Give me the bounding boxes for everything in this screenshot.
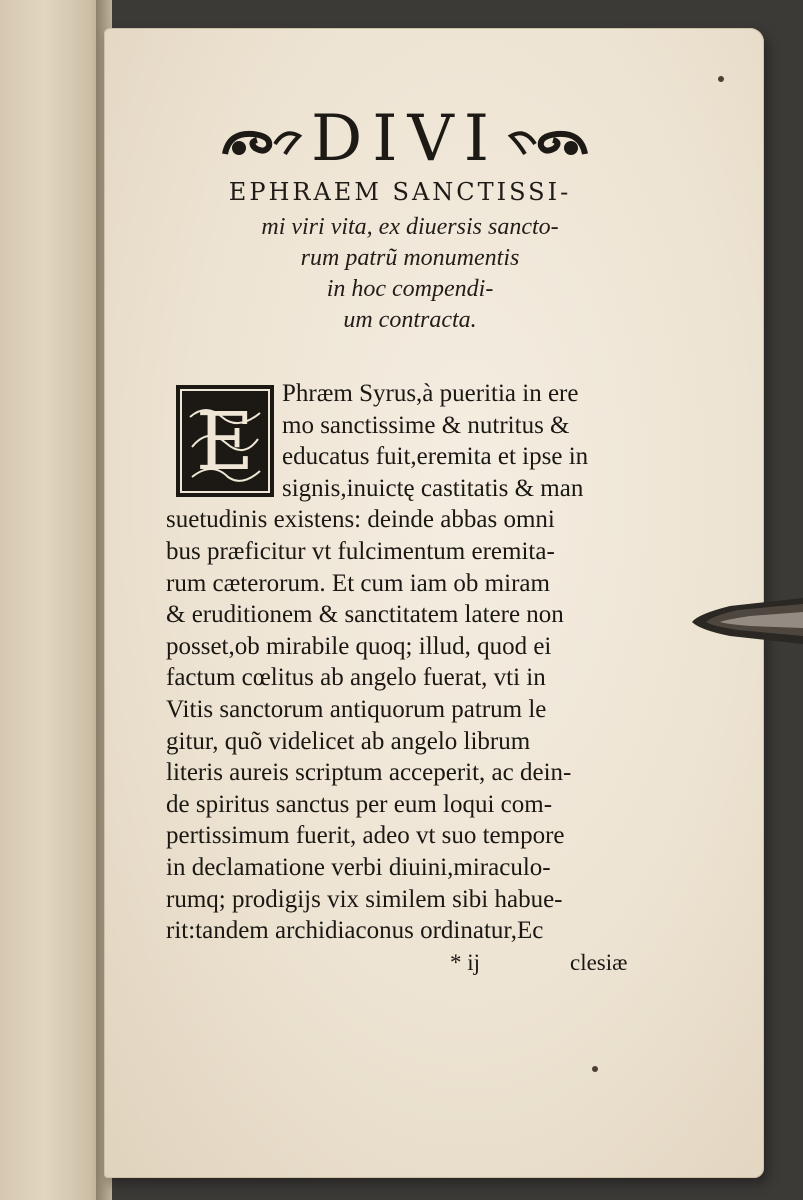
heading-block bbox=[170, 212, 650, 336]
body-line: rit:tandem archidiaconus ordinatur,Ec bbox=[166, 917, 544, 945]
body-line: suetudinis existens: deinde abbas omni bbox=[166, 506, 555, 534]
initial-letter: E bbox=[195, 395, 255, 488]
catchword: clesiæ bbox=[570, 950, 628, 975]
title-row bbox=[170, 100, 640, 178]
body-line: rum cæterorum. Et cum iam ob miram bbox=[166, 569, 550, 597]
body-line: pertissimum fuerit, adeo vt suo tempore bbox=[166, 822, 565, 850]
body-line: factum cœlitus ab angelo fuerat, vti in bbox=[166, 664, 546, 692]
heading-line: mi viri vita, ex diuersis sancto- bbox=[261, 214, 559, 240]
body-line: literis aureis scriptum acceperit, ac dein- bbox=[166, 759, 572, 787]
fleuron-left-icon bbox=[219, 114, 305, 164]
fleuron-right-icon bbox=[505, 114, 591, 164]
body-line: de spiritus sanctus per eum loqui com- bbox=[166, 790, 553, 818]
heading-line: rum patrũ monumentis bbox=[300, 245, 520, 271]
body-line: educatus fuit,eremita et ipse in bbox=[282, 443, 589, 471]
bookmark-pointer bbox=[690, 596, 803, 646]
body-line: Vitis sanctorum antiquorum patrum le bbox=[166, 695, 547, 723]
body-line: & eruditionem & sanctitatem latere non bbox=[166, 601, 564, 629]
body-line: gitur, quõ videlicet ab angelo librum bbox=[166, 727, 531, 755]
footer-line bbox=[450, 950, 650, 984]
paper-speck bbox=[592, 1066, 598, 1072]
body-line: signis,inuictę castitatis & man bbox=[282, 474, 584, 502]
subtitle: EPHRAEM SANCTISSI- bbox=[228, 178, 572, 206]
body-line: posset,ob mirabile quoq; illud, quod ei bbox=[166, 632, 552, 660]
body-line: Phræm Syrus,à pueritia in ere bbox=[282, 380, 579, 407]
body-text bbox=[166, 378, 646, 947]
page-title: DIVI bbox=[310, 102, 500, 176]
body-line: in declamatione verbi diuini,miraculo- bbox=[166, 853, 551, 881]
signature-mark: * ij bbox=[450, 950, 481, 975]
heading-line: in hoc compendi- bbox=[326, 276, 494, 302]
body-line: mo sanctissime & nutritus & bbox=[282, 411, 570, 439]
body-line: bus præficitur vt fulcimentum eremita- bbox=[166, 537, 555, 565]
body-line: rumq; prodigijs vix similem sibi habue- bbox=[166, 885, 563, 913]
paper-speck bbox=[718, 76, 724, 82]
heading-line: um contracta. bbox=[343, 307, 477, 333]
